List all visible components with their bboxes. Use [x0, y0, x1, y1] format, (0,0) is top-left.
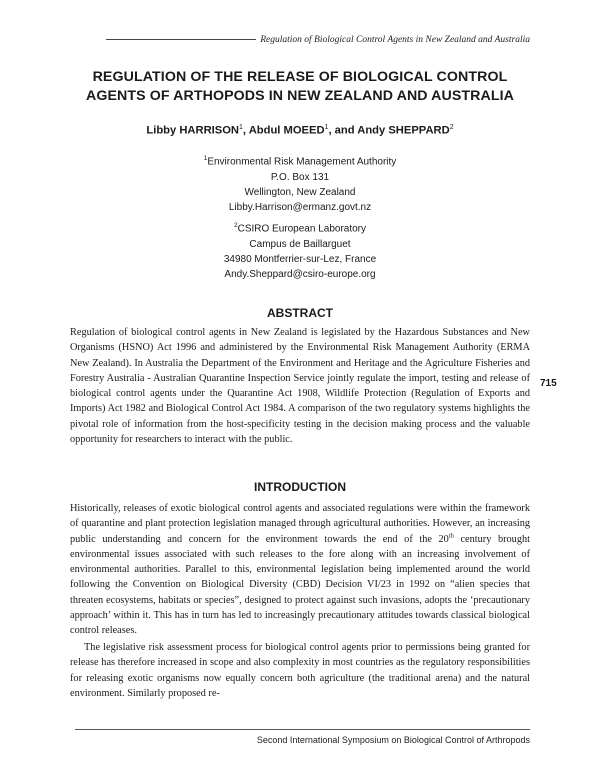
- page-number: 715: [540, 378, 557, 389]
- author-name: Abdul MOEED: [248, 124, 325, 137]
- running-header-text: Regulation of Biological Control Agents in New Zealand and Australia: [260, 35, 530, 45]
- paragraph-text: Historically, releases of exotic biological control agents and associated regulations were within the framework of quarantine and plant protection legislation managed through agricultural authorities. However, an increasing public understanding and concern for the environment towards the end of the 20: [70, 503, 530, 545]
- title-line-1: REGULATION OF THE RELEASE OF BIOLOGICAL CONTROL: [92, 69, 508, 85]
- introduction-heading: INTRODUCTION: [254, 480, 346, 494]
- author-separator: , and: [328, 124, 358, 137]
- ordinal-suffix: th: [448, 532, 454, 540]
- affiliation-block: [70, 151, 530, 216]
- affiliation-email: Andy.Sheppard@csiro-europe.org: [224, 269, 376, 281]
- affiliation-line: Wellington, New Zealand: [244, 186, 356, 198]
- affiliation-email: Libby.Harrison@ermanz.govt.nz: [228, 202, 372, 214]
- affiliation-mark: 1: [203, 155, 208, 162]
- author-name: Andy SHEPPARD: [357, 124, 450, 137]
- abstract-heading: ABSTRACT: [267, 306, 333, 320]
- running-header: [75, 35, 530, 45]
- affiliation-mark: 2: [449, 124, 454, 131]
- author-name: Libby HARRISON: [146, 124, 239, 137]
- affiliation-line: CSIRO European Laboratory: [237, 223, 367, 235]
- affiliation-line: Environmental Risk Management Authority: [207, 156, 397, 168]
- author-separator: ,: [242, 124, 249, 137]
- affiliation-block: [70, 218, 530, 283]
- abstract-body: Regulation of biological control agents in New Zealand is legislated by the Hazardous Substances and New Organisms (HSNO) Act 1996 and administered by the Environmental Risk Management Authority (ERMA New Zealand). In Australia the Department of the Environment and Heritage and the Agriculture Fisheries and Forestry Australia - Australian Quarantine Inspection Service jointly regulate the import, testing and release of biological control agents under the Quarantine Act 1908, Wildlife Protection (Regulation of Exports and Imports) Act 1982 and Biological Control Act 1984. A comparison of the two regulatory systems highlights the pivotal role of information from the host-specificity testing in the decision making process and the valuable opportunity for researchers to interact with the public.: [70, 327, 530, 446]
- running-footer: Second International Symposium on Biological Control of Arthropods: [256, 735, 530, 745]
- header-rule: [106, 39, 256, 40]
- introduction-paragraph: The legislative risk assessment process for biological control agents prior to permissions being granted for release has therefore increased in scope and also complexity in most countries as the regulatory responsibilities for releasing exotic organisms now equally concern both agriculture (the traditional arena) and the natural environment. Similarly proposed re-: [70, 642, 530, 699]
- affiliation-line: 34980 Montferrier-sur-Lez, France: [223, 253, 377, 265]
- affiliation-line: Campus de Baillarguet: [249, 238, 351, 250]
- affiliation-mark: 1: [324, 124, 329, 131]
- introduction-paragraph: [70, 501, 530, 639]
- title-line-2: AGENTS OF ARTHOPODS IN NEW ZEALAND AND AUSTRALIA: [85, 88, 515, 104]
- footer-rule: [75, 729, 530, 730]
- author-list: [70, 124, 530, 137]
- paper-title: [70, 68, 530, 106]
- affiliation-mark: 1: [239, 124, 243, 131]
- affiliation-mark: 2: [233, 222, 238, 229]
- affiliation-line: P.O. Box 131: [270, 171, 330, 183]
- paragraph-text: century brought environmental issues associated with such releases to the fore along with an increasing involvement of environmental authorities. Parallel to this, environmental legislation being implemented around the world following the Convention on Biological Diversity (CBD) Decision VI/23 in 1992 on “alien species that threaten ecosystems, habitats or species”, designed to protect against such invasions, adopts the ‘precautionary approach’ within it. This has in turn has led to increasingly precautionary attitudes towards classical biological control releases.: [70, 533, 530, 637]
